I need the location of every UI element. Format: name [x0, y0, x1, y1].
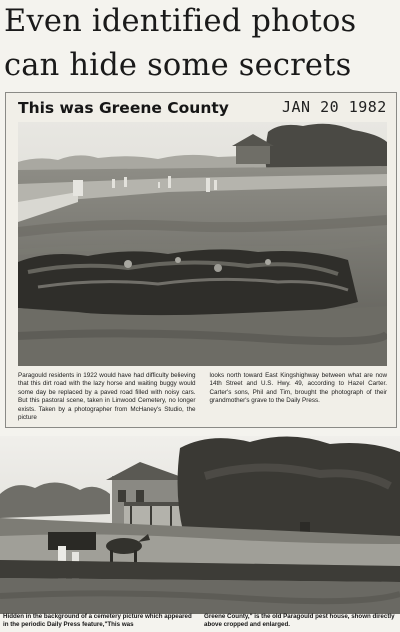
photo-caption [18, 372, 387, 424]
headline: Even identified photos can hide some secrets [4, 4, 357, 83]
caption-column-left: Paragould residents in 1922 would have had difficulty believing that this dirt road with the lazy horse and waiting buggy would some day be replaced by a paved road filled with noisy cars. But this pastoral scene, taken in Linwood Cemetery, no longer exists. Taken by a photographer from McHaney's Studio, the picture [18, 372, 196, 422]
caption-column-right: looks north toward East Kingshighway between what are now 14th Street and U.S. Hwy. 49, according to Hazel Carter. Carter's sons, Phil and Tim, brought the photograph of their grandmother's grave to the Daily Press. [209, 372, 387, 405]
bottom-caption-left: Hidden in the background of a cemetery picture which appeared in the periodic Daily Press feature,"This was [3, 613, 192, 628]
pest-house-photo [0, 436, 400, 614]
bottom-caption-right: Greene County," is the old Paragould pest house, shown directly above cropped and enlarged. [204, 613, 395, 628]
cemetery-photo [18, 122, 387, 366]
date-stamp: JAN 20 1982 [282, 98, 387, 116]
bottom-caption [3, 613, 397, 632]
newspaper-clipping [5, 92, 397, 428]
clipping-title: This was Greene County [18, 99, 229, 117]
